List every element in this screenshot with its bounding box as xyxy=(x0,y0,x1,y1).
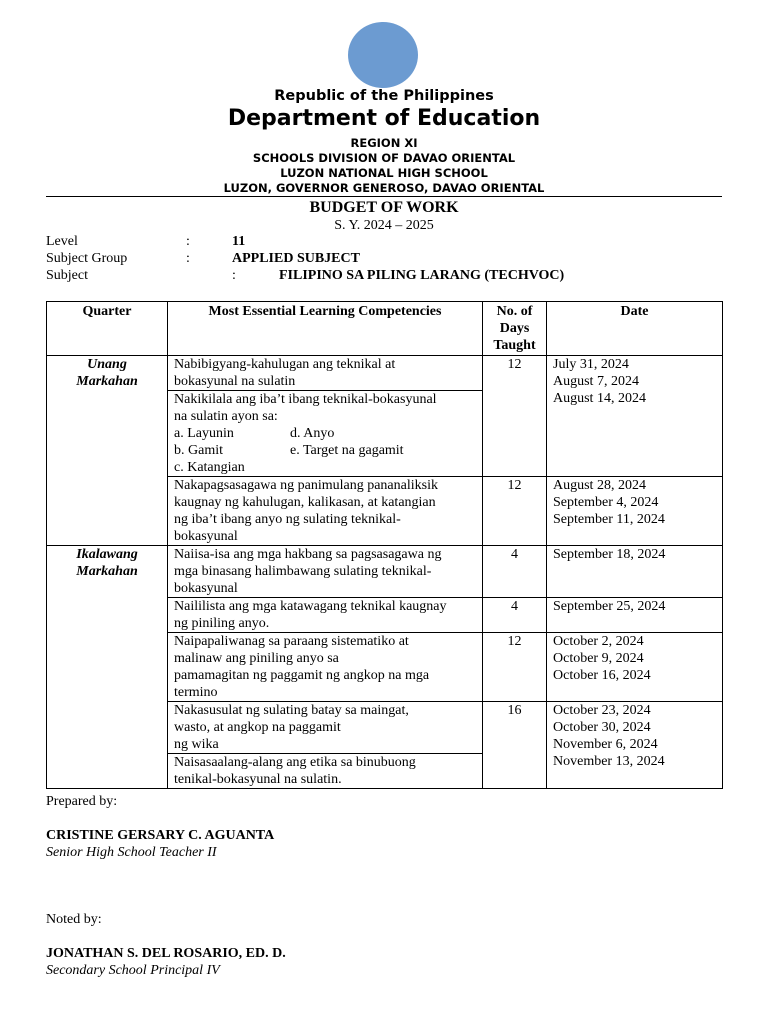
option-item: b. Gamit xyxy=(174,443,223,458)
table-row xyxy=(47,356,723,391)
days-cell: 16 xyxy=(483,702,547,789)
option-line xyxy=(174,459,476,476)
days-header xyxy=(483,302,547,356)
competency-cell xyxy=(168,702,483,754)
noted-by-label: Noted by: xyxy=(46,912,102,927)
competency-line: Naipapaliwanag sa paraang sistematiko at xyxy=(174,634,409,649)
republic-heading: Republic of the Philippines xyxy=(274,88,494,104)
noter-name: JONATHAN S. DEL ROSARIO, ED. D. xyxy=(46,946,286,961)
quarter-label: Markahan xyxy=(76,374,138,389)
days-cell: 12 xyxy=(483,356,547,477)
competency-line: malinaw ang piniling anyo sa xyxy=(174,651,339,666)
competency-cell xyxy=(168,546,483,598)
competency-line: mga binasang halimbawang sulating teknikal- xyxy=(174,564,432,579)
quarter-header: Quarter xyxy=(47,302,168,356)
deped-seal xyxy=(348,22,418,88)
table-header-row xyxy=(47,302,723,356)
date-line: October 23, 2024 xyxy=(553,703,651,718)
subject-colon: : xyxy=(232,268,236,283)
days-cell: 12 xyxy=(483,633,547,702)
competency-cell xyxy=(168,754,483,789)
region-heading: REGION XI xyxy=(350,136,418,150)
level-label: Level xyxy=(46,234,78,249)
date-cell xyxy=(547,598,723,633)
competency-cell xyxy=(168,477,483,546)
subject-label: Subject xyxy=(46,268,88,283)
option-line xyxy=(174,442,476,459)
days-cell: 4 xyxy=(483,546,547,598)
subject-group-value: APPLIED SUBJECT xyxy=(232,251,360,266)
subject-group-label: Subject Group xyxy=(46,251,128,266)
quarter-cell xyxy=(47,356,168,546)
date-line: August 28, 2024 xyxy=(553,478,646,493)
date-cell xyxy=(547,546,723,598)
division-heading: SCHOOLS DIVISION OF DAVAO ORIENTAL xyxy=(252,151,516,165)
date-cell xyxy=(547,477,723,546)
competency-cell xyxy=(168,356,483,391)
competency-cell xyxy=(168,633,483,702)
level-colon: : xyxy=(186,234,190,249)
department-heading: Department of Education xyxy=(227,106,541,131)
date-line: September 4, 2024 xyxy=(553,495,659,510)
date-line: July 31, 2024 xyxy=(553,357,629,372)
competency-line: Naisasaalang-alang ang etika sa binubuong xyxy=(174,755,416,770)
budget-of-work-table xyxy=(46,301,723,789)
competency-line: wasto, at angkop na paggamit xyxy=(174,720,341,735)
date-cell xyxy=(547,356,723,477)
competency-line: Nakapagsasagawa ng panimulang pananaliksik xyxy=(174,478,438,493)
quarter-label: Ikalawang xyxy=(76,547,138,562)
date-line: November 6, 2024 xyxy=(553,737,658,752)
competency-cell xyxy=(168,391,483,477)
date-line: August 7, 2024 xyxy=(553,374,639,389)
date-header: Date xyxy=(547,302,723,356)
competency-line: ng iba’t ibang anyo ng sulating teknikal- xyxy=(174,512,401,527)
competency-line: bokasyunal xyxy=(174,529,238,544)
quarter-label: Markahan xyxy=(76,564,138,579)
date-line: October 30, 2024 xyxy=(553,720,651,735)
days-header-line: Days xyxy=(499,321,530,336)
competency-cell xyxy=(168,598,483,633)
school-heading: LUZON NATIONAL HIGH SCHOOL xyxy=(280,166,488,180)
date-line: October 2, 2024 xyxy=(553,634,644,649)
competency-line: tenikal-bokasyunal na sulatin. xyxy=(174,772,342,787)
competency-line: kaugnay ng kahulugan, kalikasan, at katangian xyxy=(174,495,436,510)
date-line: November 13, 2024 xyxy=(553,754,665,769)
competency-line: termino xyxy=(174,685,218,700)
competency-line: Naiisa-isa ang mga hakbang sa pagsasagawa ng xyxy=(174,547,442,562)
competency-line: bokasyunal xyxy=(174,581,238,596)
competency-line: Nakikilala ang iba’t ibang teknikal-bokasyunal xyxy=(174,392,437,407)
competency-line: Naililista ang mga katawagang teknikal kaugnay xyxy=(174,599,447,614)
quarter-label: Unang xyxy=(87,357,127,372)
preparer-name: CRISTINE GERSARY C. AGUANTA xyxy=(46,828,275,843)
table-row xyxy=(47,546,723,598)
days-cell: 12 xyxy=(483,477,547,546)
melc-header: Most Essential Learning Competencies xyxy=(168,302,483,356)
date-line: September 25, 2024 xyxy=(553,599,666,614)
competency-line: ng wika xyxy=(174,737,219,752)
prepared-by-label: Prepared by: xyxy=(46,794,118,809)
days-header-line: Taught xyxy=(493,338,536,353)
date-line: August 14, 2024 xyxy=(553,391,646,406)
option-item: d. Anyo xyxy=(290,426,335,441)
days-header-line: No. of xyxy=(496,304,533,319)
competency-line: Nakasusulat ng sulating batay sa maingat, xyxy=(174,703,409,718)
preparer-position: Senior High School Teacher II xyxy=(46,845,217,860)
competency-line: bokasyunal na sulatin xyxy=(174,374,296,389)
competency-line: pamamagitan ng paggamit ng angkop na mga xyxy=(174,668,430,683)
competency-line: ng piniling anyo. xyxy=(174,616,270,631)
competency-line: na sulatin ayon sa: xyxy=(174,409,278,424)
noter-position: Secondary School Principal IV xyxy=(46,963,220,978)
school-address: LUZON, GOVERNOR GENEROSO, DAVAO ORIENTAL xyxy=(223,181,545,195)
date-line: October 9, 2024 xyxy=(553,651,644,666)
competency-line: Nabibigyang-kahulugan ang teknikal at xyxy=(174,357,396,372)
date-cell xyxy=(547,633,723,702)
quarter-cell xyxy=(47,546,168,789)
document-title: BUDGET OF WORK xyxy=(309,199,459,216)
option-item: a. Layunin xyxy=(174,426,234,441)
option-item: c. Katangian xyxy=(174,460,245,475)
school-year: S. Y. 2024 – 2025 xyxy=(334,218,434,233)
option-line xyxy=(174,425,476,442)
subject-group-colon: : xyxy=(186,251,190,266)
level-value: 11 xyxy=(232,234,246,249)
date-cell xyxy=(547,702,723,789)
date-line: September 11, 2024 xyxy=(553,512,665,527)
option-item: e. Target na gagamit xyxy=(290,443,404,458)
subject-value: FILIPINO SA PILING LARANG (TECHVOC) xyxy=(279,268,565,283)
date-line: September 18, 2024 xyxy=(553,547,666,562)
header-divider xyxy=(46,196,722,197)
days-cell: 4 xyxy=(483,598,547,633)
date-line: October 16, 2024 xyxy=(553,668,651,683)
